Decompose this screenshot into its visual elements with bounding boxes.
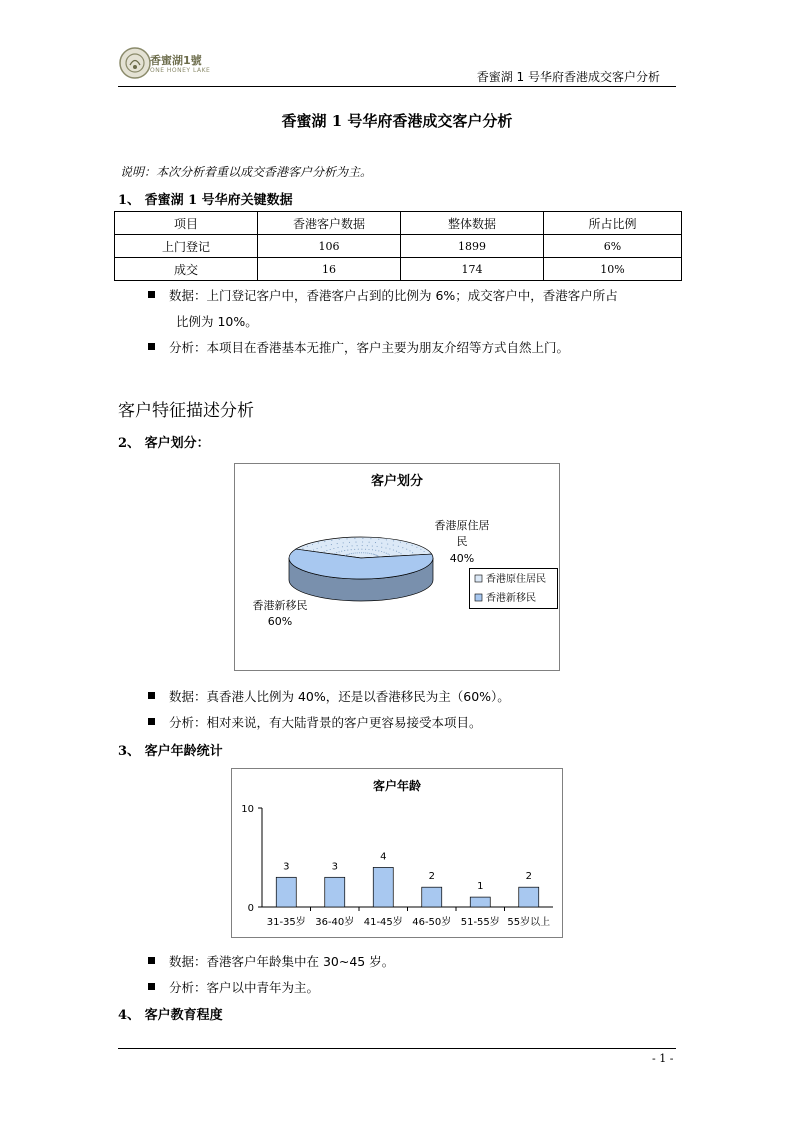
pie-slice-texture: [302, 548, 303, 549]
pie-slice-texture: [362, 545, 363, 546]
pie-chart: [234, 463, 560, 671]
pie-slice-texture: [412, 545, 413, 546]
legend-swatch: [475, 575, 482, 582]
bar-value-label: 2: [428, 871, 435, 883]
pie-slice-texture: [334, 553, 335, 554]
bar-value-label: 3: [331, 861, 338, 873]
pie-slice-texture: [361, 552, 362, 553]
logo-subtext: ONE HONEY LAKE: [150, 67, 211, 74]
pie-slice-texture: [351, 553, 352, 554]
list-item-text: 数据：上门登记客户中，香港客户占到的比例为 6%；成交客户中，香港客户所占: [169, 288, 618, 303]
logo-emblem-icon: [118, 46, 154, 80]
pie-slice-texture: [347, 554, 348, 555]
pie-slice-texture: [416, 547, 417, 548]
pie-slice-texture: [355, 542, 356, 543]
pie-slice-texture: [409, 550, 410, 551]
chart-title: 客户年龄: [372, 779, 422, 793]
pie-slice-texture: [372, 549, 373, 550]
pie-slice-texture: [365, 549, 366, 550]
legend-item: 香港原住居民: [486, 574, 546, 585]
document-title: 香蜜湖 1 号华府香港成交客户分析: [281, 112, 513, 130]
pie-slice-texture: [349, 553, 350, 554]
bullet-square-icon: [148, 291, 155, 298]
running-header-title: 香蜜湖 1 号华府香港成交客户分析: [476, 70, 660, 84]
pie-slice-texture: [377, 546, 378, 547]
slice-label: 60%: [267, 615, 293, 628]
pie-slice-texture: [358, 549, 359, 550]
x-tick-label: 41-45岁: [363, 917, 403, 928]
table-header-row: [115, 212, 682, 235]
table-header-cell: 整体数据: [401, 212, 544, 235]
pie-slice-texture: [347, 546, 348, 547]
pie-slice-texture: [330, 549, 331, 550]
pie-slice-texture: [355, 552, 356, 553]
pie-slice-texture: [406, 549, 407, 550]
pie-slice-texture: [368, 549, 369, 550]
pie-slice-texture: [352, 545, 353, 546]
pie-slice-texture: [393, 545, 394, 546]
table-header-cell: 香港客户数据: [258, 212, 401, 235]
pie-slice-texture: [326, 550, 327, 551]
pie-slice-texture: [349, 542, 350, 543]
pie-slice-texture: [370, 538, 371, 539]
table-cell: 174: [401, 258, 544, 281]
bar-value-label: 2: [525, 871, 532, 883]
pie-slice-texture: [326, 545, 327, 546]
pie-slice-texture: [313, 550, 314, 551]
footer-rule: [118, 1048, 676, 1049]
slice-label: 民: [456, 535, 468, 548]
pie-slice-texture: [357, 545, 358, 546]
pie-slice-texture: [398, 552, 399, 553]
x-tick-label: 36-40岁: [315, 917, 355, 928]
pie-slice-texture: [372, 546, 373, 547]
bullet-square-icon: [148, 718, 155, 725]
pie-slice-texture: [365, 552, 366, 553]
pie-slice-texture: [412, 552, 413, 553]
pie-slice-texture: [354, 549, 355, 550]
pie-slice-texture: [317, 548, 318, 549]
pie-slice-texture: [393, 540, 394, 541]
pie-slice-texture: [400, 542, 401, 543]
pie-slice-texture: [375, 542, 376, 543]
y-tick-label: 10: [241, 804, 254, 815]
legend-item: 香港新移民: [486, 593, 536, 604]
bar-chart: [231, 768, 563, 938]
pie-slice-texture: [307, 546, 308, 547]
pie-slice-texture: [375, 555, 376, 556]
pie-slice-texture: [374, 554, 375, 555]
pie-slice-texture: [354, 538, 355, 539]
pie-slice-texture: [378, 550, 379, 551]
table-header-cell: 所占比例: [544, 212, 682, 235]
section-4-heading: 4、 客户教育程度: [118, 1008, 223, 1023]
pie-slice-texture: [363, 552, 364, 553]
slice-label: 40%: [449, 552, 475, 565]
pie-slice-texture: [342, 546, 343, 547]
section-1-heading: 1、 香蜜湖 1 号华府关键数据: [118, 193, 293, 208]
list-item: [148, 338, 569, 356]
bullet-square-icon: [148, 983, 155, 990]
table-cell: 6%: [544, 235, 682, 258]
pie-slice-texture: [369, 542, 370, 543]
bullet-square-icon: [148, 343, 155, 350]
pie-slice-texture: [353, 553, 354, 554]
list-item-continuation: 比例为 10%。: [176, 314, 258, 329]
pie-slice-texture: [336, 552, 337, 553]
table-cell: 上门登记: [115, 235, 258, 258]
bullet-square-icon: [148, 692, 155, 699]
table-cell: 16: [258, 258, 401, 281]
pie-slice-texture: [357, 552, 358, 553]
list-item-text: 分析：本项目在香港基本无推广，客户主要为朋友介绍等方式自然上门。: [169, 340, 570, 355]
pie-slice-texture: [402, 547, 403, 548]
list-item-text: 数据：真香港人比例为 40%，还是以香港移民为主（60%）。: [169, 689, 510, 704]
bar-value-label: 1: [477, 881, 484, 893]
list-item: [148, 952, 394, 970]
pie-slice-texture: [369, 553, 370, 554]
bar: [276, 877, 296, 907]
bar: [325, 877, 345, 907]
list-item: [148, 713, 482, 731]
bar: [422, 887, 442, 907]
pie-slice-texture: [378, 539, 379, 540]
bar: [373, 867, 393, 907]
pie-slice-texture: [318, 542, 319, 543]
pie-slice-texture: [324, 551, 325, 552]
list-item: [148, 687, 510, 705]
pie-slice-texture: [367, 553, 368, 554]
section-3-heading: 3、 客户年龄统计: [118, 744, 223, 759]
table-cell: 106: [258, 235, 401, 258]
table-row: [115, 258, 682, 281]
pie-slice-texture: [388, 554, 389, 555]
pie-slice-texture: [386, 553, 387, 554]
pie-slice-texture: [375, 550, 376, 551]
pie-slice-texture: [331, 540, 332, 541]
slice-label: 香港新移民: [252, 599, 308, 612]
pie-slice-texture: [324, 541, 325, 542]
pie-slice-texture: [398, 546, 399, 547]
pie-slice-texture: [362, 538, 363, 539]
pie-slice-texture: [343, 542, 344, 543]
pie-slice-texture: [341, 551, 342, 552]
chart-frame: [232, 769, 563, 938]
pie-slice-texture: [377, 556, 378, 557]
list-item: [148, 978, 319, 996]
x-tick-label: 46-50岁: [412, 917, 452, 928]
key-data-table: [114, 211, 682, 281]
pie-slice-texture: [373, 554, 374, 555]
pie-slice-texture: [337, 547, 338, 548]
header-rule: [118, 86, 676, 87]
x-tick-label: 51-55岁: [460, 917, 500, 928]
bar: [519, 887, 539, 907]
pie-slice-texture: [321, 546, 322, 547]
pie-slice-texture: [347, 550, 348, 551]
pie-plot: [289, 537, 433, 601]
bar-value-label: 3: [283, 861, 290, 873]
pie-slice-texture: [331, 544, 332, 545]
pie-slice-texture: [362, 541, 363, 542]
pie-slice-texture: [381, 543, 382, 544]
pie-slice-texture: [386, 539, 387, 540]
pie-slice-texture: [361, 549, 362, 550]
table-row: [115, 235, 682, 258]
pie-slice-texture: [337, 543, 338, 544]
list-item-text: 分析：客户以中青年为主。: [169, 980, 320, 995]
table-cell: 1899: [401, 235, 544, 258]
bar-value-label: 4: [380, 851, 387, 863]
pie-slice-texture: [424, 551, 425, 552]
note-text: 说明：本次分析着重以成交香港客户分析为主。: [120, 165, 373, 179]
bar: [470, 897, 490, 907]
pie-slice-texture: [393, 549, 394, 550]
pie-slice-texture: [384, 552, 385, 553]
pie-slice-texture: [344, 550, 345, 551]
section-heading-customer-analysis: 客户特征描述分析: [118, 401, 254, 421]
bullet-square-icon: [148, 957, 155, 964]
pie-slice-texture: [346, 554, 347, 555]
pie-slice-texture: [367, 545, 368, 546]
x-tick-label: 31-35岁: [266, 917, 306, 928]
pie-slice-texture: [389, 554, 390, 555]
pie-slice-texture: [339, 551, 340, 552]
chart-title: 客户划分: [370, 474, 424, 489]
x-tick-label: 55岁以上: [507, 917, 551, 928]
list-item: [148, 286, 618, 304]
pie-slice-texture: [381, 551, 382, 552]
pie-slice-texture: [396, 551, 397, 552]
pie-slice-texture: [371, 553, 372, 554]
slice-label: 香港原住居: [434, 519, 490, 532]
pie-slice-texture: [420, 549, 421, 550]
logo-text: 香蜜湖1號: [150, 54, 202, 67]
pie-slice-texture: [333, 548, 334, 549]
pie-slice-texture: [312, 544, 313, 545]
pie-slice-texture: [381, 547, 382, 548]
pie-slice-texture: [387, 544, 388, 545]
table-header-cell: 项目: [115, 212, 258, 235]
list-item-text: 数据：香港客户年龄集中在 30~45 岁。: [169, 954, 395, 969]
page-number: - 1 -: [652, 1052, 674, 1065]
y-tick-label: 0: [247, 903, 254, 914]
pie-slice-texture: [400, 553, 401, 554]
table-cell: 10%: [544, 258, 682, 281]
pie-slice-texture: [359, 552, 360, 553]
pie-slice-texture: [385, 547, 386, 548]
table-cell: 成交: [115, 258, 258, 281]
legend-swatch: [475, 594, 482, 601]
pie-slice-texture: [346, 538, 347, 539]
pie-slice-texture: [389, 548, 390, 549]
pie-slice-texture: [345, 555, 346, 556]
list-item-text: 分析：相对来说，有大陆背景的客户更容易接受本项目。: [169, 715, 482, 730]
pie-slice-texture: [406, 543, 407, 544]
pie-slice-texture: [351, 549, 352, 550]
section-2-heading: 2、 客户划分：: [118, 436, 210, 451]
pie-slice-texture: [339, 539, 340, 540]
